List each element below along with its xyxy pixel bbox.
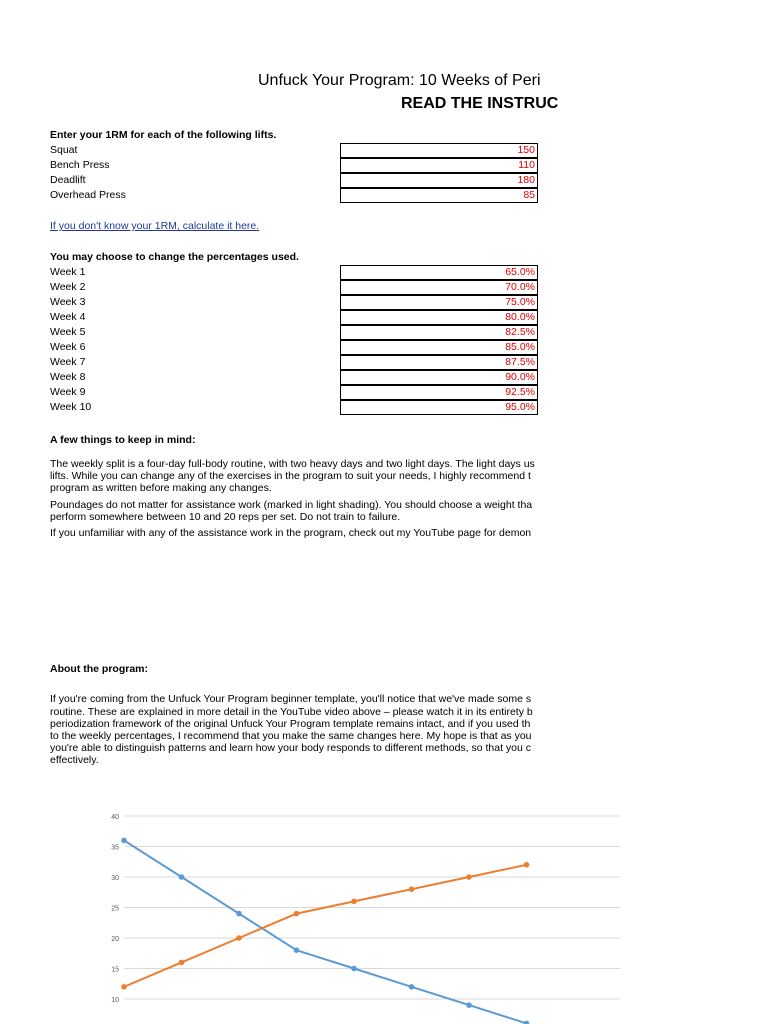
week-label: Week 2 xyxy=(50,281,86,293)
chart-y-tick-label: 30 xyxy=(111,875,119,882)
week-percentage-input[interactable]: 80.0% xyxy=(340,310,538,325)
notes-line: Poundages do not matter for assistance work (marked in light shading). You should choose a weight tha xyxy=(50,499,533,511)
chart-point-series-2 xyxy=(524,862,530,868)
chart-point-series-2 xyxy=(294,911,300,917)
week-label: Week 5 xyxy=(50,326,86,338)
lift-input-deadlift[interactable]: 180 xyxy=(340,173,538,188)
chart-point-series-2 xyxy=(466,874,472,880)
chart-y-tick-label: 20 xyxy=(111,936,119,943)
notes-line: If you unfamiliar with any of the assistance work in the program, check out my YouTube page for demon xyxy=(50,527,532,539)
about-line: If you're coming from the Unfuck Your Program beginner template, you'll notice that we've made some s xyxy=(50,693,532,705)
notes-line: lifts. While you can change any of the exercises in the program to suit your needs, I highly recommend t xyxy=(50,470,531,482)
lift-input-squat[interactable]: 150 xyxy=(340,143,538,158)
notes-heading: A few things to keep in mind: xyxy=(50,434,196,446)
week-label: Week 10 xyxy=(50,401,92,413)
page-subtitle: READ THE INSTRUC xyxy=(401,95,559,112)
about-line: routine. These are explained in more detail in the YouTube video above – please watch it in its entirety b xyxy=(50,706,533,718)
chart-point-series-1 xyxy=(179,874,185,880)
notes-line: The weekly split is a four-day full-body routine, with two heavy days and two light days. The light days us xyxy=(50,458,535,470)
chart-y-tick-label: 25 xyxy=(111,905,119,913)
lift-input-bench[interactable]: 110 xyxy=(340,158,538,173)
chart-point-series-1 xyxy=(466,1002,472,1008)
chart-y-tick-label: 35 xyxy=(111,844,119,852)
week-label: Week 1 xyxy=(50,266,86,278)
about-heading: About the program: xyxy=(50,663,148,675)
week-percentage-input[interactable]: 70.0% xyxy=(340,280,538,295)
chart-y-tick-label: 10 xyxy=(111,997,119,1004)
chart-point-series-1 xyxy=(294,947,300,953)
chart-point-series-2 xyxy=(236,935,242,941)
about-line: effectively. xyxy=(50,754,99,766)
week-percentage-input[interactable]: 87.5% xyxy=(340,355,538,370)
line-chart xyxy=(100,806,538,1024)
week-percentage-input[interactable]: 82.5% xyxy=(340,325,538,340)
week-percentage-input[interactable]: 85.0% xyxy=(340,340,538,355)
notes-line: perform somewhere between 10 and 20 reps per set. Do not train to failure. xyxy=(50,511,401,523)
chart-point-series-2 xyxy=(121,984,127,990)
chart-point-series-2 xyxy=(351,899,357,905)
week-percentage-input[interactable]: 92.5% xyxy=(340,385,538,400)
week-label: Week 9 xyxy=(50,386,86,398)
week-label: Week 4 xyxy=(50,311,86,323)
week-percentage-input[interactable]: 65.0% xyxy=(340,265,538,280)
page-title: Unfuck Your Program: 10 Weeks of Peri xyxy=(258,72,541,89)
week-label: Week 3 xyxy=(50,296,86,308)
chart-point-series-1 xyxy=(409,984,415,990)
about-line: you're able to distinguish patterns and learn how your body responds to different methods, so that you c xyxy=(50,742,532,754)
about-line: periodization framework of the original Unfuck Your Program template remains intact, and if you used th xyxy=(50,718,531,730)
notes-line: program as written before making any changes. xyxy=(50,482,272,494)
week-percentage-input[interactable]: 75.0% xyxy=(340,295,538,310)
chart-point-series-1 xyxy=(351,966,357,972)
chart-y-tick-label: 15 xyxy=(111,966,119,974)
chart-point-series-1 xyxy=(524,1021,530,1024)
calculate-1rm-link[interactable]: If you don't know your 1RM, calculate it here. xyxy=(50,220,260,232)
lift-label-ohp: Overhead Press xyxy=(50,189,126,201)
week-label: Week 6 xyxy=(50,341,86,353)
chart-point-series-1 xyxy=(121,838,127,844)
lift-input-ohp[interactable]: 85 xyxy=(340,188,538,203)
about-line: to the weekly percentages, I recommend that you make the same changes here. My hope is that as you xyxy=(50,730,532,742)
chart-series-line-1 xyxy=(124,840,527,1023)
chart-point-series-1 xyxy=(236,911,242,917)
chart-y-tick-label: 40 xyxy=(111,814,119,821)
percentages-heading: You may choose to change the percentages used. xyxy=(50,251,299,263)
lift-label-deadlift: Deadlift xyxy=(50,174,86,186)
lift-label-squat: Squat xyxy=(50,144,78,156)
week-label: Week 8 xyxy=(50,371,86,383)
chart-point-series-2 xyxy=(409,886,415,892)
week-percentage-input[interactable]: 90.0% xyxy=(340,370,538,385)
lift-label-bench: Bench Press xyxy=(50,159,110,171)
one-rm-heading: Enter your 1RM for each of the following lifts. xyxy=(50,129,277,141)
chart-point-series-2 xyxy=(179,960,185,966)
week-percentage-input[interactable]: 95.0% xyxy=(340,400,538,415)
week-label: Week 7 xyxy=(50,356,86,368)
